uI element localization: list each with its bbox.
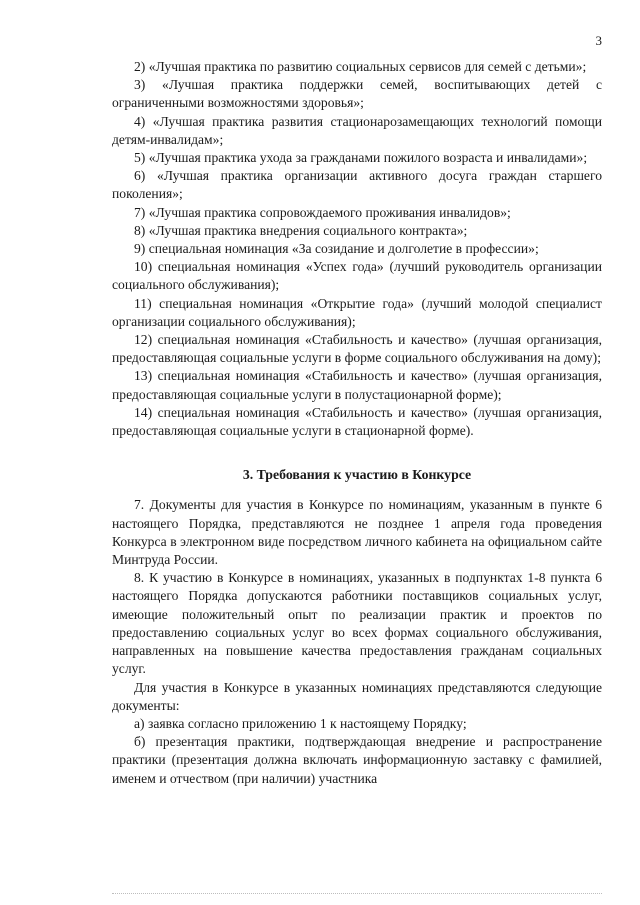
section-paragraph: а) заявка согласно приложению 1 к настоящему Порядку; [134, 715, 467, 731]
document-body [112, 58, 602, 788]
list-item: 5) «Лучшая практика ухода за гражданами пожилого возраста и инвалидами»; [134, 150, 588, 166]
list-item: 12) специальная номинация «Стабильность и качество» (лучшая организация, предоставляющая социальные услуги в форме социального обслуживания на дому); [112, 332, 602, 366]
list-item: 4) «Лучшая практика развития стационарозамещающих технологий помощи детям-инвалидам»; [112, 113, 602, 147]
section-paragraph: 7. Документы для участия в Конкурсе по номинациям, указанным в пункте 6 настоящего Порядка, представляются не позднее 1 апреля года проведения Конкурса в электронном виде посредством личного кабинета на официальном сайте Минтруда России. [112, 497, 602, 568]
section-paragraph: Для участия в Конкурсе в указанных номинациях представляются следующие документы: [112, 679, 602, 713]
list-item: 7) «Лучшая практика сопровождаемого проживания инвалидов»; [134, 204, 511, 220]
list-item: 10) специальная номинация «Успех года» (лучший руководитель организации социального обслуживания); [112, 259, 602, 293]
list-item: 9) специальная номинация «За созидание и долголетие в профессии»; [134, 241, 539, 257]
list-item: 8) «Лучшая практика внедрения социального контракта»; [134, 222, 468, 238]
section-paragraph: б) презентация практики, подтверждающая внедрение и распространение практики (презентация должна включать информационную заставку с фамилией, именем и отчеством (при наличии) участника [112, 734, 602, 786]
list-item: 3) «Лучшая практика поддержки семей, воспитывающих детей с ограниченными возможностями здоровья»; [112, 77, 602, 111]
section-paragraph: 8. К участию в Конкурсе в номинациях, указанных в подпунктах 1-8 пункта 6 настоящего Порядка допускаются работники поставщиков социальных услуг, имеющие положительный опыт по реализации практик и проектов по предоставлению социальных услуг во всех формах социального обслуживания, направленных на повышение качества предоставления гражданам социальных услуг. [112, 570, 602, 677]
page-number: 3 [595, 33, 602, 48]
list-item: 6) «Лучшая практика организации активного досуга граждан старшего поколения»; [112, 168, 602, 202]
bottom-divider [112, 893, 602, 894]
section-heading: 3. Требования к участию в Конкурсе [242, 467, 472, 483]
list-item: 11) специальная номинация «Открытие года» (лучший молодой специалист организации социального обслуживания); [112, 295, 602, 329]
list-item: 14) специальная номинация «Стабильность и качество» (лучшая организация, предоставляющая социальные услуги в стационарной форме). [112, 404, 602, 439]
list-item: 13) специальная номинация «Стабильность и качество» (лучшая организация, предоставляющая социальные услуги в полустационарной форме); [112, 368, 602, 402]
list-item: 2) «Лучшая практика по развитию социальных сервисов для семей с детьми»; [134, 59, 587, 74]
